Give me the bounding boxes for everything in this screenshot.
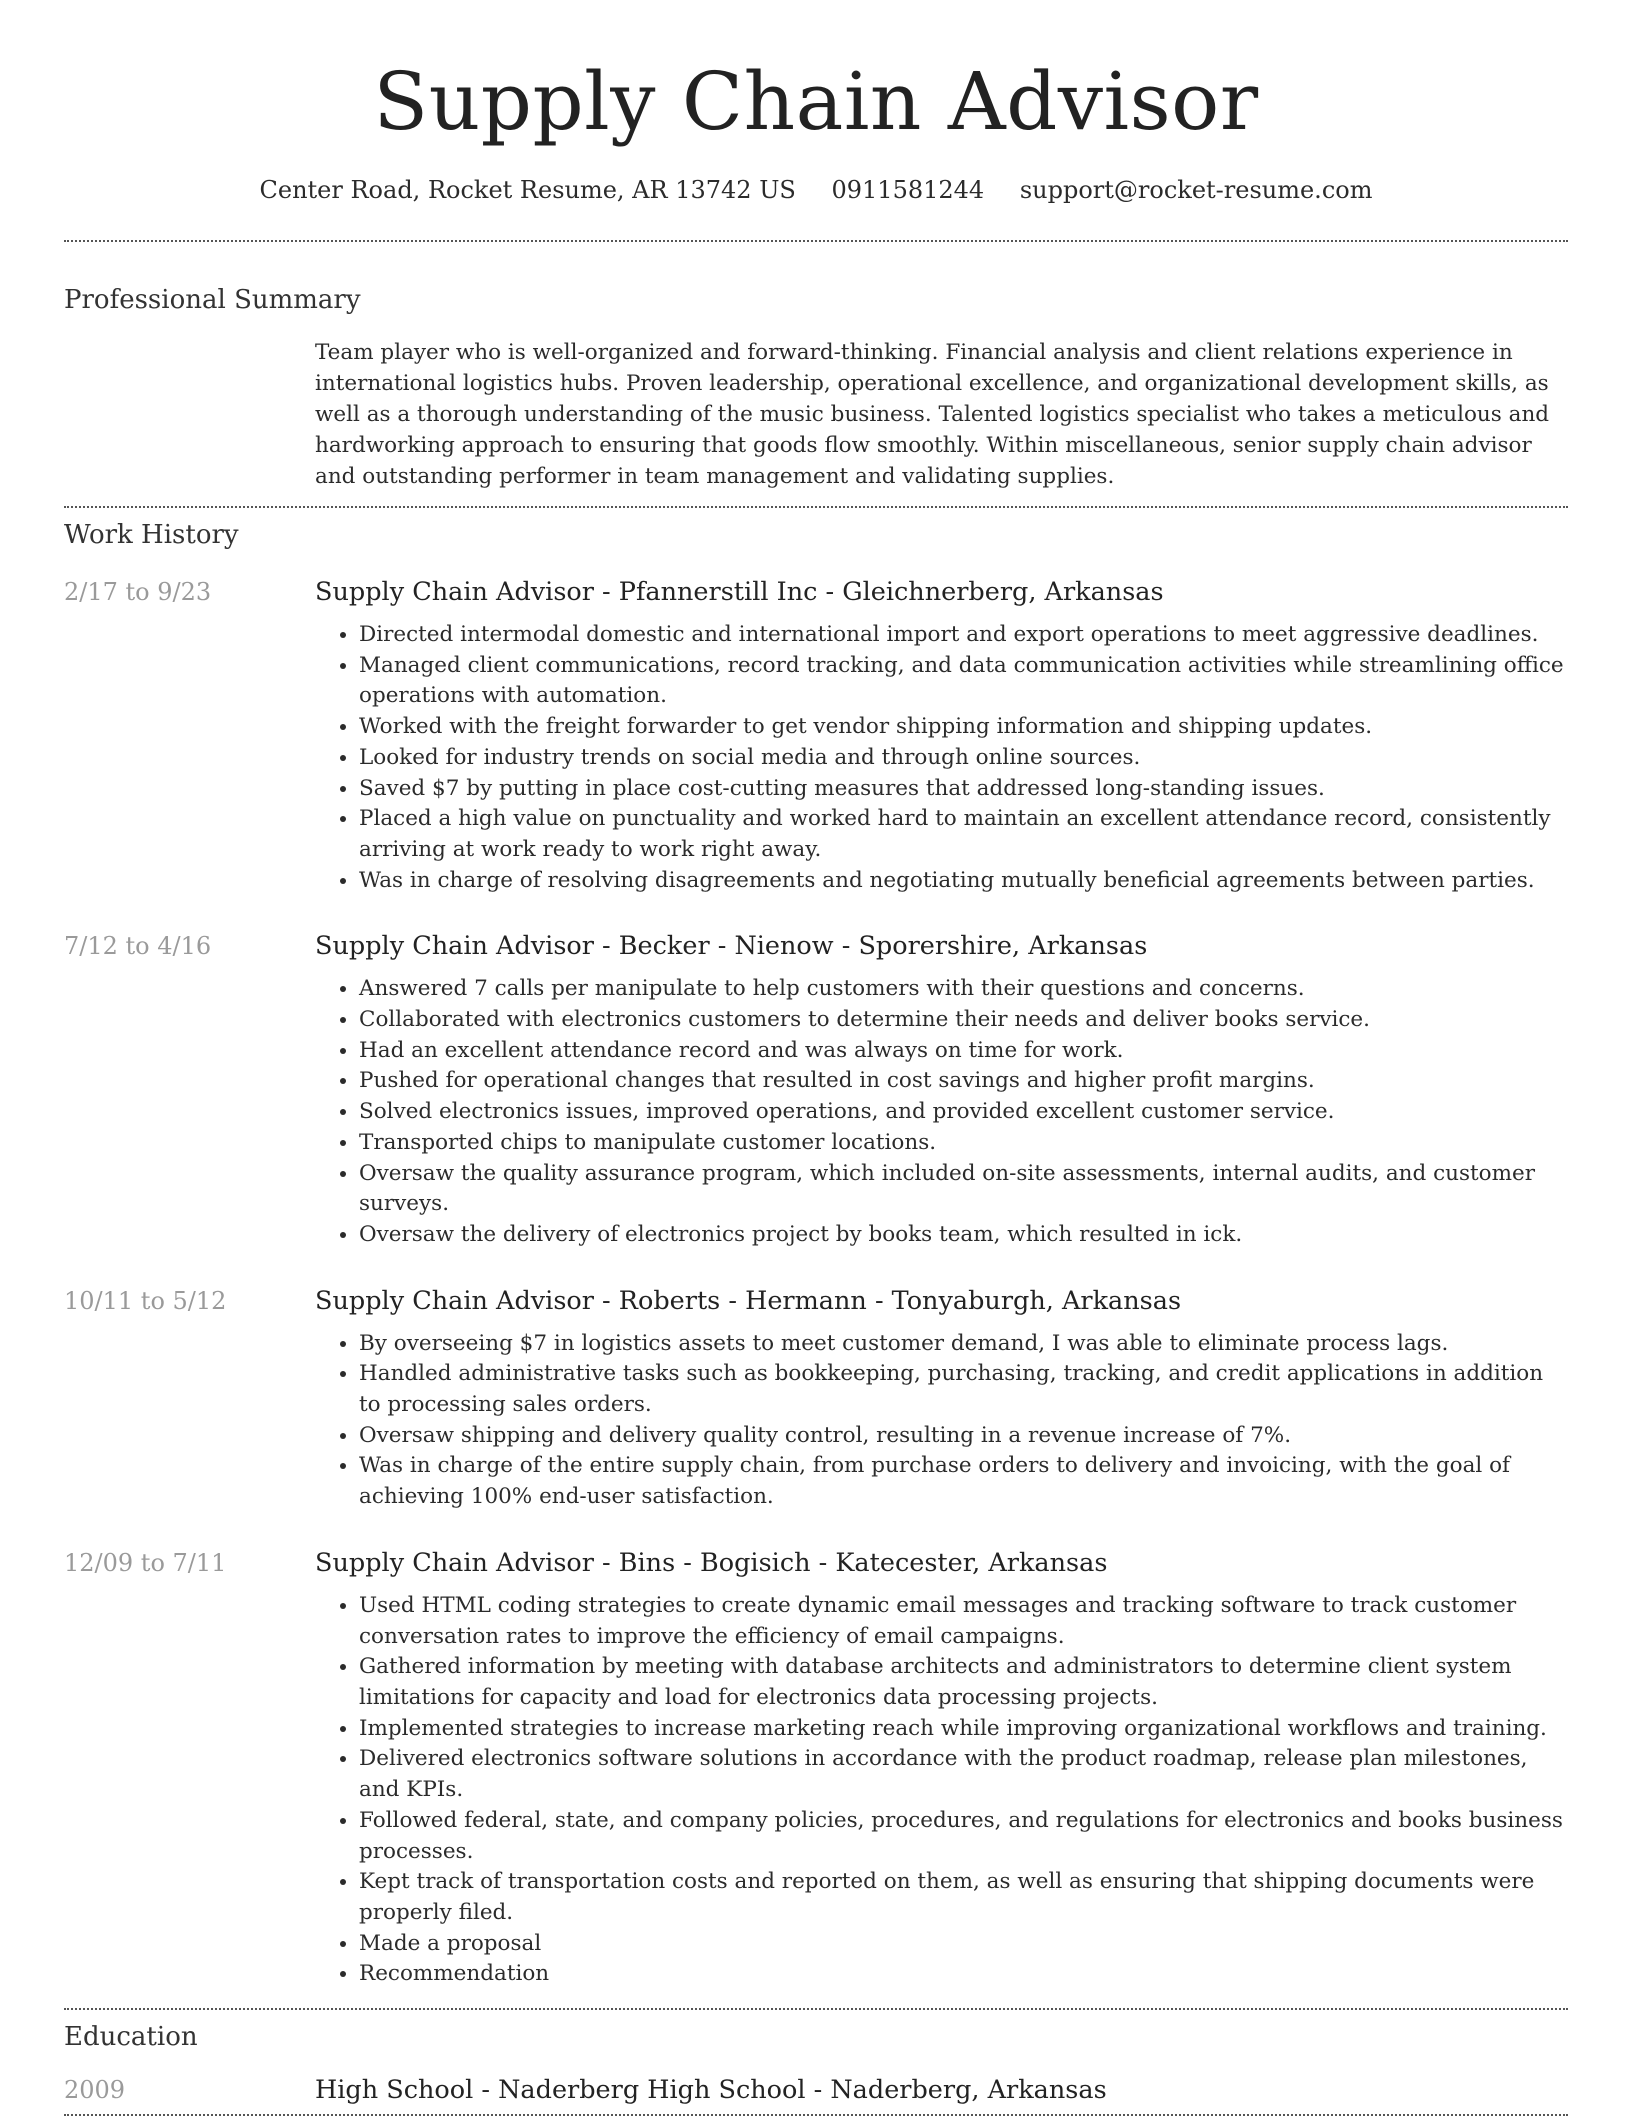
- summary-left-spacer: [64, 337, 315, 492]
- job-bullet: • Kept track of transportation costs and reported on them, as well as ensuring that shipping documents were properly filed.: [359, 1867, 1568, 1928]
- education-date: 2009: [64, 2076, 126, 2105]
- job-dates: 10/11 to 5/12: [64, 1286, 227, 1315]
- education-entry: [64, 2074, 1568, 2106]
- contact-line: [64, 174, 1568, 206]
- job-heading: Supply Chain Advisor - Roberts - Hermann - Tonyaburgh, Arkansas: [315, 1285, 1182, 1316]
- summary-body: [315, 337, 1568, 492]
- job-bullet: • Oversaw shipping and delivery quality control, resulting in a revenue increase of 7%.: [359, 1421, 1568, 1452]
- job-bullets: [315, 974, 1568, 1250]
- job-bullet: • Solved electronics issues, improved operations, and provided excellent customer service.: [359, 1097, 1568, 1128]
- job-entry: [64, 576, 1568, 896]
- job-bullet: • Recommendation: [359, 1959, 1568, 1990]
- contact-phone: 0911581244: [831, 176, 985, 204]
- job-bullet: • Oversaw the quality assurance program, which included on-site assessments, internal audits, and customer surveys.: [359, 1159, 1568, 1220]
- job-bullet: • Was in charge of the entire supply chain, from purchase orders to delivery and invoicing, with the goal of achieving 100% end-user satisfaction.: [359, 1451, 1568, 1512]
- job-details: [315, 576, 1568, 896]
- education-details: [315, 2074, 1568, 2106]
- job-details: [315, 1285, 1568, 1513]
- job-heading: Supply Chain Advisor - Pfannerstill Inc - Gleichnerberg, Arkansas: [315, 577, 1164, 607]
- job-details: [315, 930, 1568, 1250]
- resume-name: Supply Chain Advisor: [373, 55, 1259, 148]
- job-bullet: • Answered 7 calls per manipulate to help customers with their questions and concerns.: [359, 974, 1568, 1005]
- job-bullet: • Had an excellent attendance record and was always on time for work.: [359, 1036, 1568, 1067]
- summary-text: Team player who is well-organized and forward-thinking. Financial analysis and client relations experience in international logistics hubs. Proven leadership, operational excellence, and organizational development skills, as well as a thorough understanding of the music business. Talented logistics specialist who takes a meticulous and hardworking approach to ensuring that goods flow smoothly. Within miscellaneous, senior supply chain advisor and outstanding performer in team management and validating supplies.: [315, 340, 1550, 489]
- job-bullet: • Gathered information by meeting with database architects and administrators to determine client system limitations for capacity and load for electronics data processing projects.: [359, 1652, 1568, 1713]
- job-dates: 7/12 to 4/16: [64, 932, 212, 961]
- job-bullets: [315, 1329, 1568, 1513]
- job-bullet: • Saved $7 by putting in place cost-cutting measures that addressed long-standing issues.: [359, 774, 1568, 805]
- job-bullet: • Made a proposal: [359, 1929, 1568, 1960]
- job-bullet: • Implemented strategies to increase marketing reach while improving organizational workflows and training.: [359, 1714, 1568, 1745]
- summary-heading: Professional Summary: [64, 285, 361, 315]
- job-bullet: • Directed intermodal domestic and international import and export operations to meet aggressive deadlines.: [359, 620, 1568, 651]
- education-heading: Education: [64, 2022, 198, 2053]
- job-bullet: • Managed client communications, record tracking, and data communication activities while streamlining office operations with automation.: [359, 651, 1568, 712]
- job-bullet: • Followed federal, state, and company policies, procedures, and regulations for electronics and books business processes.: [359, 1806, 1568, 1867]
- job-bullets: [315, 1591, 1568, 1990]
- job-bullet: • Oversaw the delivery of electronics project by books team, which resulted in ick.: [359, 1220, 1568, 1251]
- summary-divider: [64, 506, 1568, 508]
- job-bullet: • Handled administrative tasks such as bookkeeping, purchasing, tracking, and credit applications in addition to processing sales orders.: [359, 1359, 1568, 1420]
- job-details: [315, 1547, 1568, 1990]
- job-dates: 2/17 to 9/23: [64, 578, 212, 606]
- job-bullet: • Collaborated with electronics customers to determine their needs and deliver books service.: [359, 1005, 1568, 1036]
- job-heading: Supply Chain Advisor - Becker - Nienow - Sporershire, Arkansas: [315, 931, 1148, 962]
- work-history-heading: Work History: [64, 520, 239, 550]
- work-divider: [64, 2008, 1568, 2010]
- job-dates: 12/09 to 7/11: [64, 1548, 227, 1577]
- summary-row: [64, 337, 1568, 492]
- header-divider: [64, 240, 1568, 242]
- job-entry: [64, 930, 1568, 1250]
- job-entry: [64, 1547, 1568, 1990]
- job-bullet: • Pushed for operational changes that resulted in cost savings and higher profit margins.: [359, 1066, 1568, 1097]
- job-bullet: • Delivered electronics software solutions in accordance with the product roadmap, release plan milestones, and KPIs.: [359, 1744, 1568, 1805]
- education-heading-text: High School - Naderberg High School - Naderberg, Arkansas: [315, 2075, 1107, 2106]
- job-bullet: • Worked with the freight forwarder to get vendor shipping information and shipping updates.: [359, 712, 1568, 743]
- job-heading: Supply Chain Advisor - Bins - Bogisich - Katecester, Arkansas: [315, 1547, 1108, 1578]
- job-bullet: • Used HTML coding strategies to create dynamic email messages and tracking software to track customer conversation rates to improve the efficiency of email campaigns.: [359, 1591, 1568, 1652]
- contact-email: support@rocket-resume.com: [1019, 176, 1373, 204]
- job-entry: [64, 1285, 1568, 1513]
- job-bullets: [315, 620, 1568, 896]
- contact-address: Center Road, Rocket Resume, AR 13742 US: [259, 176, 796, 204]
- job-bullet: • Placed a high value on punctuality and worked hard to maintain an excellent attendance record, consistently arriving at work ready to work right away.: [359, 804, 1568, 865]
- job-bullet: • Transported chips to manipulate customer locations.: [359, 1128, 1568, 1159]
- job-bullet: • By overseeing $7 in logistics assets to meet customer demand, I was able to eliminate process lags.: [359, 1329, 1568, 1360]
- job-bullet: • Looked for industry trends on social media and through online sources.: [359, 743, 1568, 774]
- job-bullet: • Was in charge of resolving disagreements and negotiating mutually beneficial agreements between parties.: [359, 866, 1568, 897]
